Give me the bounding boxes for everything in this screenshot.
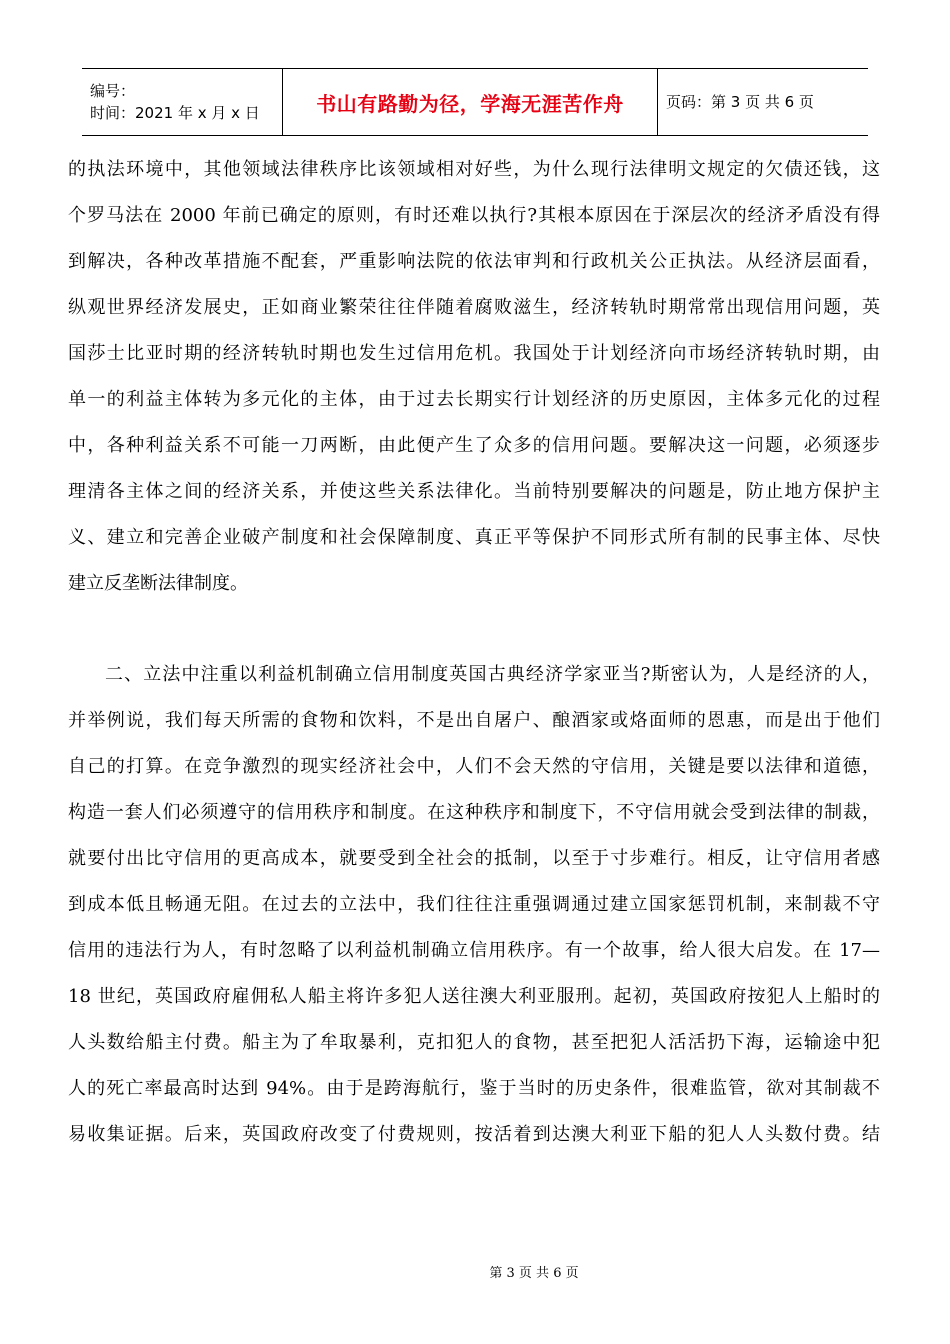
text-line: 国莎士比亚时期的经济转轨时期也发生过信用危机。我国处于计划经济向市场经济转轨时期，由: [68, 343, 880, 364]
text-line: 人的死亡率最高时达到 94%。由于是跨海航行，鉴于当时的历史条件，很难监管，欲对其制裁不: [68, 1078, 880, 1099]
section-heading-line: 二、立法中注重以利益机制确立信用制度英国古典经济学家亚当?斯密认为，人是经济的人，: [105, 664, 880, 685]
text-line: 构造一套人们必须遵守的信用秩序和制度。在这种秩序和制度下，不守信用就会受到法律的制裁，: [68, 802, 880, 823]
text-line: 的执法环境中，其他领域法律秩序比该领域相对好些，为什么现行法律明文规定的欠债还钱，这: [68, 159, 880, 180]
text-line: 并举例说，我们每天所需的食物和饮料，不是出自屠户、酿酒家或烙面师的恩惠，而是出于他们: [68, 710, 880, 731]
header-motto-cell: [282, 69, 658, 135]
text-line: 到解决，各种改革措施不配套，严重影响法院的依法审判和行政机关公正执法。从经济层面看，: [68, 251, 880, 272]
text-line: 个罗马法在 2000 年前已确定的原则，有时还难以执行?其根本原因在于深层次的经济矛盾没有得: [68, 205, 880, 226]
document-date-label: 时间：2021 年 x 月 x 日: [90, 104, 260, 122]
text-line: 到成本低且畅通无阻。在过去的立法中，我们往往注重强调通过建立国家惩罚机制，来制裁不守: [68, 894, 880, 915]
text-line: 建立反垄断法律制度。: [68, 573, 248, 594]
text-line: 自己的打算。在竞争激烈的现实经济社会中，人们不会天然的守信用，关键是要以法律和道德，: [68, 756, 880, 777]
document-number-label: 编号：: [90, 82, 136, 100]
text-line: 义、建立和完善企业破产制度和社会保障制度、真正平等保护不同形式所有制的民事主体、尽快: [68, 527, 880, 548]
header-page-cell: [658, 69, 868, 135]
paragraph-2: [68, 652, 880, 1158]
paragraph-1: [68, 147, 880, 607]
document-body: [68, 147, 880, 1158]
header-page-number: 页码：第 3 页 共 6 页: [666, 93, 814, 111]
text-line: 单一的利益主体转为多元化的主体，由于过去长期实行计划经济的历史原因，主体多元化的过程: [68, 389, 880, 410]
header-left-cell: [82, 69, 282, 135]
text-line: 18 世纪，英国政府雇佣私人船主将许多犯人送往澳大利亚服刑。起初，英国政府按犯人上船时的: [68, 986, 880, 1007]
text-line: 信用的违法行为人，有时忽略了以利益机制确立信用秩序。有一个故事，给人很大启发。在 17—: [68, 940, 880, 961]
header-motto: 书山有路勤为径，学海无涯苦作舟: [316, 91, 624, 116]
text-line: 纵观世界经济发展史，正如商业繁荣往往伴随着腐败滋生，经济转轨时期常常出现信用问题，英: [68, 297, 880, 318]
text-line: 中，各种利益关系不可能一刀两断，由此便产生了众多的信用问题。要解决这一问题，必须逐步: [68, 435, 880, 456]
page-header: [82, 68, 868, 136]
text-line: 理清各主体之间的经济关系，并使这些关系法律化。当前特别要解决的问题是，防止地方保护主: [68, 481, 880, 502]
paragraph-spacer: [68, 607, 880, 652]
page-footer: 第 3 页 共 6 页: [489, 1266, 579, 1281]
text-line: 人头数给船主付费。船主为了牟取暴利，克扣犯人的食物，甚至把犯人活活扔下海，运输途中犯: [68, 1032, 880, 1053]
text-line: 就要付出比守信用的更高成本，就要受到全社会的抵制，以至于寸步难行。相反，让守信用者感: [68, 848, 880, 869]
text-line: 易收集证据。后来，英国政府改变了付费规则，按活着到达澳大利亚下船的犯人人头数付费。结: [68, 1124, 880, 1145]
